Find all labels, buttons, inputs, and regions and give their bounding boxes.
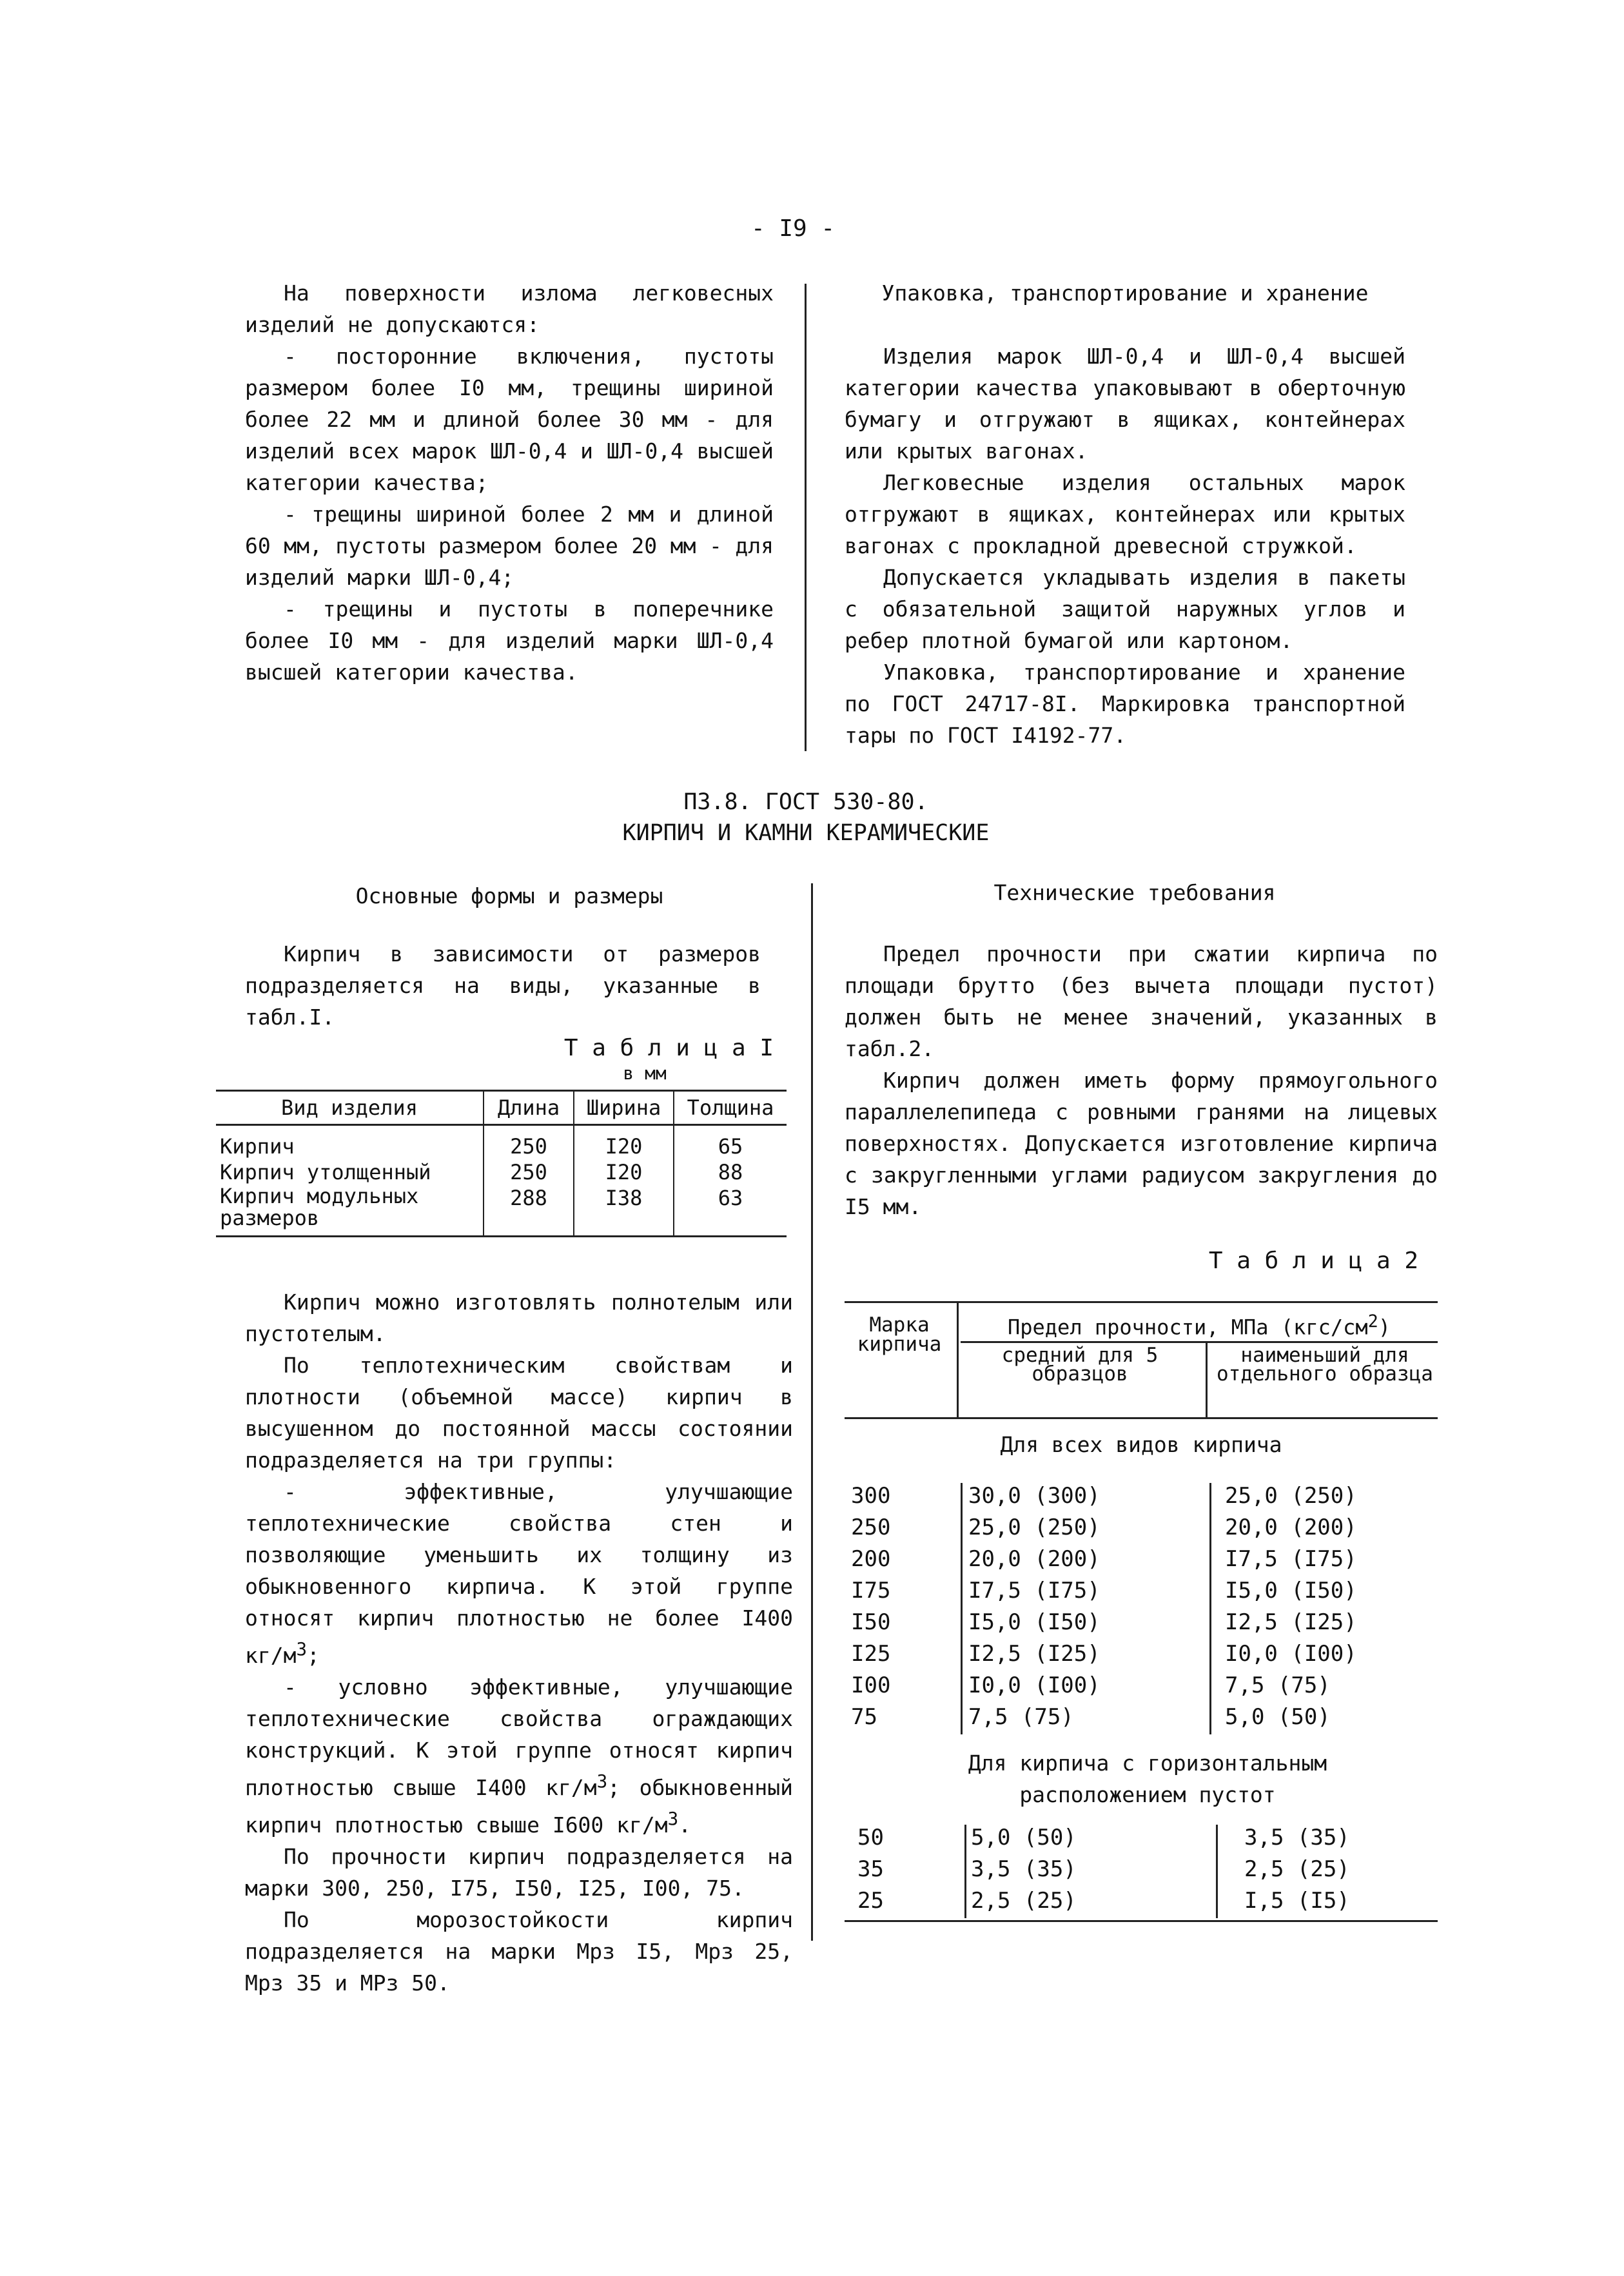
table1-unit: в мм bbox=[623, 1063, 667, 1084]
column-divider-bottom bbox=[811, 883, 813, 1941]
superscript: 3 bbox=[296, 1639, 308, 1660]
table-row: I7,5 (I75) bbox=[968, 1578, 1101, 1604]
table-row: 2,5 (25) bbox=[1244, 1856, 1350, 1882]
paragraph: - трещины и пустоты в поперечнике более I0 мм - для изделий марки ШЛ-0,4 высшей категории качества. bbox=[245, 596, 774, 685]
table2-sub1-header: средний для 5 образцов bbox=[1001, 1344, 1159, 1386]
table2-body-divider-3 bbox=[964, 1825, 966, 1918]
table-row: I2,5 (I25) bbox=[1225, 1609, 1357, 1635]
table1-header: Длина bbox=[484, 1091, 574, 1125]
table1-cell: Кирпич утолщенный bbox=[216, 1159, 484, 1185]
table2-body-divider-2 bbox=[1209, 1483, 1211, 1734]
table2-col1-header: Марка кирпича bbox=[857, 1313, 942, 1356]
paragraph: По теплотехническим свойствам и плотности (объемной массе) кирпич в высушенном до постоянной массы состоянии подразделяется на три группы: bbox=[245, 1353, 793, 1473]
paragraph: Упаковка, транспортирование и хранение по ГОСТ 24717-8I. Маркировка транспортной тары по ГОСТ I4192-77. bbox=[845, 660, 1405, 748]
table-row: I50 bbox=[851, 1609, 891, 1635]
table-row: I25 bbox=[851, 1641, 891, 1667]
table2-section-label: Для кирпича с горизонтальным расположением пустот bbox=[968, 1751, 1327, 1807]
table-row: 75 bbox=[851, 1704, 877, 1730]
section-heading: Технические требования bbox=[993, 880, 1276, 905]
table1-caption: Т а б л и ц а I bbox=[563, 1035, 774, 1061]
table-row: 5,0 (50) bbox=[1225, 1704, 1331, 1730]
paragraph: Допускается укладывать изделия в пакеты с обязательной защитой наружных углов и ребер плотной бумагой или картоном. bbox=[845, 565, 1405, 653]
paragraph: По морозостойкости кирпич подразделяется на марки Мрз I5, Мрз 25, Мрз 35 и МРз 50. bbox=[245, 1907, 793, 1996]
paragraph: Кирпич в зависимости от размеров подразделяется на виды, указанные в табл.I. bbox=[245, 941, 761, 1030]
table1 bbox=[216, 1090, 787, 1237]
section-heading: Основные формы и размеры bbox=[355, 883, 663, 908]
table-row: 300 bbox=[851, 1483, 891, 1509]
table1-cell: 63 bbox=[718, 1186, 743, 1210]
paragraph: - трещины шириной более 2 мм и длиной 60 мм, пустоты размером более 20 мм - для изделий марки ШЛ-0,4; bbox=[245, 502, 774, 590]
table-row: 20,0 (200) bbox=[968, 1546, 1101, 1572]
table-row: I00 bbox=[851, 1673, 891, 1698]
table-row bbox=[216, 1159, 787, 1185]
table-row: 5,0 (50) bbox=[971, 1825, 1077, 1850]
table-row: 2,5 (25) bbox=[971, 1888, 1077, 1914]
table-row: 50 bbox=[857, 1825, 884, 1850]
paragraph: - посторонние включения, пустоты размером более I0 мм, трещины шириной более 22 мм и длиной более 30 мм - для изделий всех марок ШЛ-0,4 и ШЛ-0,4 высшей категории качества; bbox=[245, 344, 774, 495]
paragraph: Изделия марок ШЛ-0,4 и ШЛ-0,4 высшей категории качества упаковывают в оберточную бумагу и отгружают в ящиках, контейнерах или крытых вагонах. bbox=[845, 344, 1405, 464]
table-row: 7,5 (75) bbox=[1225, 1673, 1331, 1698]
table1-cell: I20 bbox=[574, 1125, 674, 1160]
table2-body-divider-1 bbox=[961, 1483, 963, 1734]
paragraph: Кирпич можно изготовлять полнотелым или пустотелым. bbox=[245, 1290, 793, 1346]
table-row: 7,5 (75) bbox=[968, 1704, 1074, 1730]
paragraph: Предел прочности при сжатии кирпича по площади брутто (без вычета площади пустот) должен быть не менее значений, указанных в табл.2. bbox=[845, 941, 1438, 1061]
table1-cell: 288 bbox=[484, 1185, 574, 1237]
paragraph: - условно эффективные, улучшающие теплотехнические свойства ограждающих конструкций. К этой группе относят кирпич плотностью свыше I400 $кг/м^3$; обыкновенный кирпич плотностью свыше I600 $кг/м^3$. bbox=[245, 1674, 793, 1838]
right-bottom-text bbox=[845, 938, 1438, 1222]
table2-group-rule bbox=[961, 1341, 1438, 1343]
table-row: I,5 (I5) bbox=[1244, 1888, 1350, 1914]
table-row: 35 bbox=[857, 1856, 884, 1882]
table-row: 25,0 (250) bbox=[968, 1515, 1101, 1540]
table-row: I0,0 (I00) bbox=[1225, 1641, 1357, 1667]
left-top-column bbox=[245, 277, 774, 688]
table1-header: Ширина bbox=[574, 1091, 674, 1125]
column-divider-top bbox=[805, 284, 807, 751]
table2-caption: Т а б л и ц а 2 bbox=[1208, 1248, 1418, 1274]
table1-cell: I20 bbox=[574, 1159, 674, 1185]
paragraph: - эффективные, улучшающие теплотехнические свойства стен и позволяющие уменьшить их толщину из обыкновенного кирпича. К этой группе относят кирпич плотностью не более I400 $кг/м^3$; bbox=[245, 1479, 793, 1668]
table2-body-divider-4 bbox=[1216, 1825, 1218, 1918]
table-row: 3,5 (35) bbox=[971, 1856, 1077, 1882]
table-row: I75 bbox=[851, 1578, 891, 1604]
table2-header-divider bbox=[957, 1301, 959, 1417]
table-row: I7,5 (I75) bbox=[1225, 1546, 1357, 1572]
table-row bbox=[216, 1185, 787, 1237]
table-row: I5,0 (I50) bbox=[968, 1609, 1101, 1635]
section-title: П3.8. ГОСТ 530-80. bbox=[683, 789, 928, 815]
table-row: I2,5 (I25) bbox=[968, 1641, 1101, 1667]
table1-header: Вид изделия bbox=[216, 1091, 484, 1125]
table2-bottom-rule bbox=[845, 1920, 1438, 1922]
table-row: I0,0 (I00) bbox=[968, 1673, 1101, 1698]
table1-cell: 250 bbox=[484, 1159, 574, 1185]
page-number: - I9 - bbox=[750, 215, 836, 242]
table-row: 200 bbox=[851, 1546, 891, 1572]
table1-cell: Кирпич bbox=[216, 1125, 484, 1160]
paragraph: Легковесные изделия остальных марок отгружают в ящиках, контейнерах или крытых вагонах с прокладной древесной стружкой. bbox=[845, 470, 1405, 558]
superscript: 3 bbox=[667, 1809, 679, 1829]
table-row: 250 bbox=[851, 1515, 891, 1540]
paragraph: Кирпич должен иметь форму прямоугольного параллелепипеда с ровными гранями на лицевых поверхностях. Допускается изготовление кирпича с закругленными углами радиусом закругления до I5 мм. bbox=[845, 1068, 1438, 1219]
table2-header-bottom-rule bbox=[845, 1417, 1438, 1419]
table1-cell: 88 bbox=[718, 1160, 743, 1184]
table1-cell: 65 bbox=[718, 1134, 743, 1159]
table-row: 30,0 (300) bbox=[968, 1483, 1101, 1509]
table2-sub-divider bbox=[1206, 1341, 1208, 1417]
paragraph: На поверхности излома легковесных изделий не допускаются: bbox=[245, 280, 774, 337]
table1-cell: I38 bbox=[574, 1185, 674, 1237]
table-row: I5,0 (I50) bbox=[1225, 1578, 1357, 1604]
table2-sub2-header: наименьший для отдельного образца bbox=[1217, 1344, 1433, 1386]
table-row: 25,0 (250) bbox=[1225, 1483, 1357, 1509]
table2-section-label: Для всех видов кирпича bbox=[1000, 1432, 1282, 1457]
table-row: 3,5 (35) bbox=[1244, 1825, 1350, 1850]
table1-cell: Кирпич модульных размеров bbox=[216, 1185, 484, 1237]
table-row: 20,0 (200) bbox=[1225, 1515, 1357, 1540]
table-row bbox=[216, 1125, 787, 1160]
section-heading: Упаковка, транспортирование и хранение bbox=[881, 280, 1369, 306]
section-subtitle: КИРПИЧ И КАМНИ КЕРАМИЧЕСКИЕ bbox=[622, 820, 990, 846]
superscript: 3 bbox=[596, 1771, 608, 1792]
paragraph: По прочности кирпич подразделяется на марки 300, 250, I75, I50, I25, I00, 75. bbox=[245, 1844, 793, 1901]
right-top-column bbox=[845, 277, 1405, 751]
table-row: 25 bbox=[857, 1888, 884, 1914]
table2-top-rule bbox=[845, 1301, 1438, 1303]
table2-group-header: Предел прочности, МПа $(кгс/см^2)$ bbox=[1007, 1311, 1391, 1340]
table1-header: Толщина bbox=[687, 1095, 774, 1120]
left-bottom-text bbox=[245, 1286, 793, 1999]
table1-cell: 250 bbox=[484, 1125, 574, 1160]
